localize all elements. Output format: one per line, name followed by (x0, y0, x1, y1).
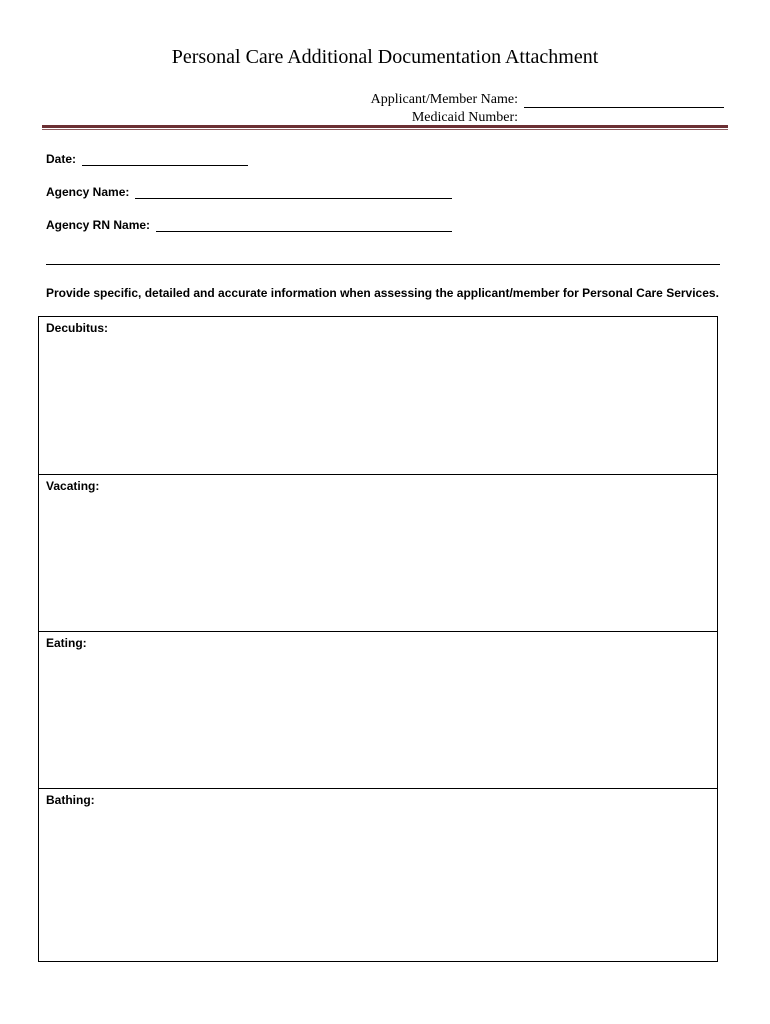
agency-rn-row (46, 218, 452, 232)
section-bathing[interactable] (39, 788, 717, 961)
instruction-text: Provide specific, detailed and accurate information when assessing the applicant/member for Personal Care Services. (46, 286, 719, 300)
agency-rn-label: Agency RN Name: (46, 218, 151, 232)
header-divider (42, 125, 728, 130)
agency-name-field[interactable] (135, 186, 452, 199)
section-decubitus[interactable] (39, 317, 717, 474)
section-label-eating: Eating: (46, 636, 87, 650)
agency-name-row (46, 185, 452, 199)
header-fields (371, 90, 724, 126)
assessment-sections (38, 316, 718, 962)
date-label: Date: (46, 152, 77, 166)
medicaid-number-field[interactable] (524, 112, 724, 126)
section-label-vacating: Vacating: (46, 479, 100, 493)
section-label-bathing: Bathing: (46, 793, 95, 807)
medicaid-number-label: Medicaid Number: (411, 110, 518, 125)
medicaid-number-row (371, 108, 724, 126)
date-field[interactable] (82, 153, 248, 166)
applicant-name-field[interactable] (524, 94, 724, 108)
agency-name-label: Agency Name: (46, 185, 130, 199)
section-eating[interactable] (39, 631, 717, 788)
agency-rn-field[interactable] (156, 219, 452, 232)
document-title: Personal Care Additional Documentation Attachment (171, 46, 599, 68)
section-vacating[interactable] (39, 474, 717, 631)
date-row (46, 152, 248, 166)
applicant-name-label: Applicant/Member Name: (370, 92, 518, 107)
separator-line (46, 264, 720, 265)
section-label-decubitus: Decubitus: (46, 321, 109, 335)
applicant-name-row (371, 90, 724, 108)
